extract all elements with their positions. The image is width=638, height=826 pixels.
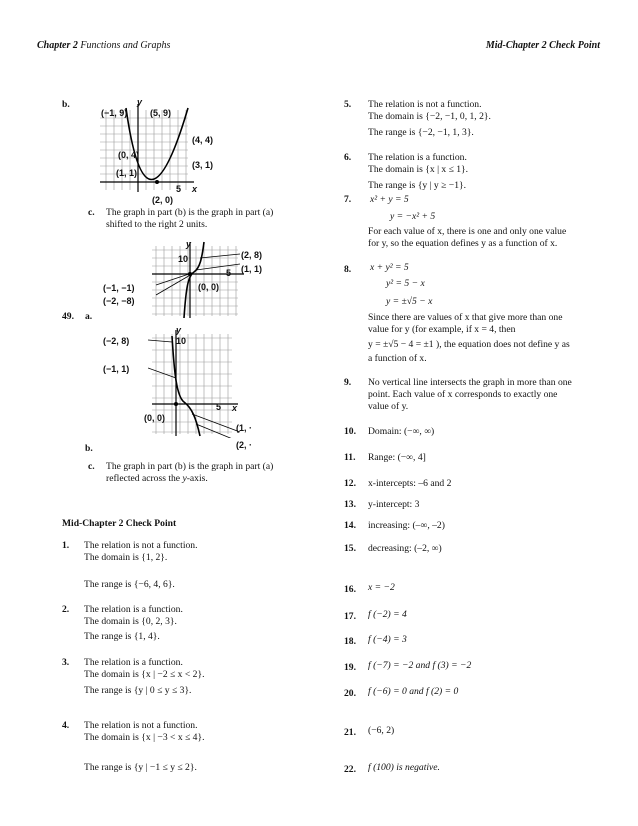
problem-number: 5. [344, 99, 352, 110]
answer-text: The graph in part (b) is the graph in part (a) [106, 207, 274, 218]
answer-text: The domain is {x | x ≤ 1}. [368, 164, 469, 175]
point-label: (1, · [236, 423, 253, 433]
header-left: Chapter 2 Functions and Graphs [37, 40, 171, 51]
tick-label: 5 [226, 268, 232, 278]
answer-text: The range is {−2, −1, 1, 3}. [368, 127, 474, 138]
y-axis-label: y [186, 239, 192, 249]
problem-number: 10. [344, 426, 356, 437]
problem-number: 16. [344, 584, 356, 595]
answer-text: The relation is not a function. [368, 99, 482, 110]
point-label: (0, 4) [118, 150, 140, 160]
answer-text: reflected across the y-axis. [106, 473, 208, 484]
point-label: (2, 8) [241, 250, 263, 260]
problem-number: 19. [344, 662, 356, 673]
answer-text: f (−4) = 3 [368, 634, 407, 645]
point-label: (−1, 9) [101, 108, 128, 118]
x-axis-label: x [232, 403, 238, 413]
answer-text: for y, so the equation defines y as a function of x. [368, 238, 558, 249]
answer-text: The range is {y | −1 ≤ y ≤ 2}. [84, 762, 197, 773]
point-label: (1, 1) [241, 264, 263, 274]
answer-text: The range is {−6, 4, 6}. [84, 579, 175, 590]
answer-text: The range is {y | 0 ≤ y ≤ 3}. [84, 685, 192, 696]
point-label: (3, 1) [192, 160, 214, 170]
answer-text: y = ±√5 − 4 = ±1 ), the equation does not define y as [368, 339, 570, 350]
answer-text: y-intercept: 3 [368, 499, 420, 510]
tick-label: 5 [176, 184, 182, 194]
answer-text: The range is {y | y ≥ −1}. [368, 180, 467, 191]
answer-text: (−6, 2) [368, 725, 395, 736]
x-axis-label: x [192, 184, 198, 194]
point-label: (2, · [236, 440, 253, 450]
section-title: Mid-Chapter 2 Check Point [62, 518, 177, 529]
problem-number: 22. [344, 764, 356, 775]
answer-text: No vertical line intersects the graph in more than one [368, 377, 572, 388]
tick-label: 5 [216, 402, 222, 412]
answer-text: f (−6) = 0 and f (2) = 0 [368, 686, 459, 697]
problem-number: 21. [344, 727, 356, 738]
point-label: (1, 1) [116, 168, 138, 178]
problem-number: 4. [62, 720, 70, 731]
point-label: (2, 0) [152, 195, 174, 205]
problem-number: 20. [344, 688, 356, 699]
part-label: b. [62, 99, 70, 110]
point-label: (−1, 1) [103, 364, 130, 374]
part-label: a. [85, 311, 93, 322]
answer-text: The domain is {−2, −1, 0, 1, 2}. [368, 111, 491, 122]
answer-text: The relation is a function. [84, 604, 183, 615]
point-label: (0, 0) [144, 413, 166, 423]
problem-number: 9. [344, 377, 352, 388]
answer-text: f (−2) = 4 [368, 609, 407, 620]
answer-text: For each value of x, there is one and only one value [368, 226, 567, 237]
equation: y² = 5 − x [386, 278, 425, 289]
answer-text: f (−7) = −2 and f (3) = −2 [368, 660, 472, 671]
point-label: (4, 4) [192, 135, 214, 145]
part-label: b. [85, 443, 93, 454]
tick-label: 10 [176, 336, 187, 346]
answer-text: a function of x. [368, 353, 427, 364]
problem-number: 49. [62, 311, 74, 322]
problem-number: 18. [344, 636, 356, 647]
problem-number: 14. [344, 520, 356, 531]
answer-text: The relation is a function. [84, 657, 183, 668]
answer-text: x-intercepts: –6 and 2 [368, 478, 452, 489]
problem-number: 15. [344, 543, 356, 554]
problem-number: 11. [344, 452, 356, 463]
part-label: c. [88, 461, 95, 472]
answer-text: value for y (for example, if x = 4, then [368, 324, 516, 335]
part-label: c. [88, 207, 95, 218]
answer-text: increasing: (–∞, –2) [368, 520, 445, 531]
answer-text: value of y. [368, 401, 409, 412]
problem-number: 8. [344, 264, 352, 275]
answer-text: The graph in part (b) is the graph in part (a) [106, 461, 274, 472]
equation: x + y² = 5 [370, 262, 409, 273]
answer-text: The domain is {x | −3 < x ≤ 4}. [84, 732, 205, 743]
equation: y = −x² + 5 [390, 211, 436, 222]
answer-text: The domain is {x | −2 ≤ x < 2}. [84, 669, 205, 680]
problem-number: 12. [344, 478, 356, 489]
cubic-graph [148, 240, 248, 320]
answer-text: The domain is {0, 2, 3}. [84, 616, 177, 627]
answer-text: Domain: (−∞, ∞) [368, 426, 435, 437]
problem-number: 3. [62, 657, 70, 668]
answer-text: Since there are values of x that give more than one [368, 312, 563, 323]
equation: x² + y = 5 [370, 194, 409, 205]
answer-text: shifted to the right 2 units. [106, 219, 208, 230]
answer-text: point. Each value of x corresponds to exactly one [368, 389, 558, 400]
problem-number: 1. [62, 540, 70, 551]
point-label: (−1, −1) [103, 283, 135, 293]
answer-text: Range: (−∞, 4] [368, 452, 426, 463]
y-axis-label: y [137, 97, 143, 107]
problem-number: 2. [62, 604, 70, 615]
answer-text: The relation is not a function. [84, 540, 198, 551]
answer-text: decreasing: (–2, ∞) [368, 543, 442, 554]
problem-number: 13. [344, 499, 356, 510]
equation: y = ±√5 − x [386, 296, 433, 307]
y-axis-label: y [176, 325, 182, 335]
point-label: (5, 9) [150, 108, 172, 118]
answer-text: The relation is a function. [368, 152, 467, 163]
problem-number: 17. [344, 611, 356, 622]
header-right: Mid-Chapter 2 Check Point [485, 40, 600, 51]
tick-label: 10 [178, 254, 189, 264]
problem-number: 6. [344, 152, 352, 163]
answer-text: f (100) is negative. [368, 762, 440, 773]
answer-text: The range is {1, 4}. [84, 631, 160, 642]
answer-text: x = −2 [368, 582, 395, 593]
point-label: (−2, 8) [103, 336, 130, 346]
point-label: (−2, −8) [103, 296, 135, 306]
answer-text: The relation is not a function. [84, 720, 198, 731]
point-label: (0, 0) [198, 282, 220, 292]
problem-number: 7. [344, 194, 352, 205]
answer-text: The domain is {1, 2}. [84, 552, 168, 563]
